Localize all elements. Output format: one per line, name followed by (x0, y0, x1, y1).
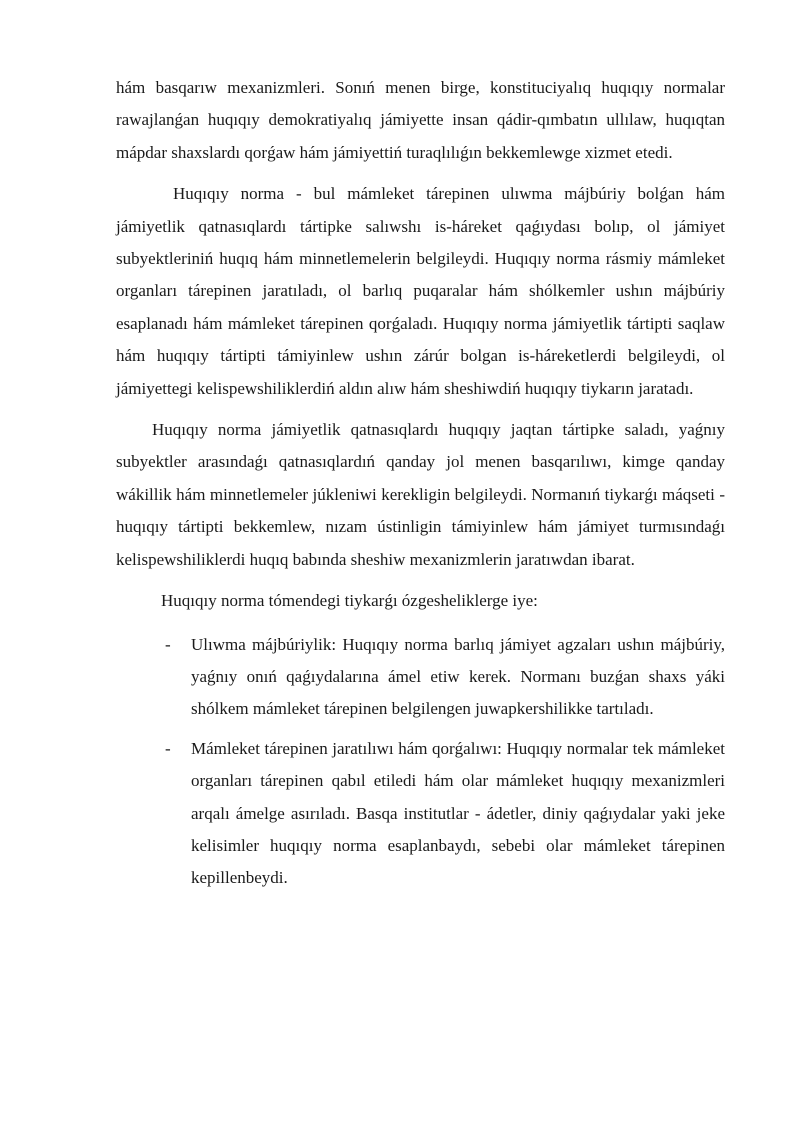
paragraph-norm-definition: Huqıqıy norma - bul mámleket tárepinen ulıwma májbúriy bolǵan hám jámiyetlik qatnasıqlardı tártipke salıwshı is-háreket qaǵıydası bolıp, ol jámiyet subyektleriniń huqıq hám minnetlemelerin belgileydi. Huqıqıy norma rásmiy mámleket organları tárepinen jaratıladı, ol barlıq puqaralar hám shólkemler ushın májbúriy esaplanadı hám mámleket tárepinen qorǵaladı. Huqıqıy norma jámiyetlik tártipti saqlaw hám huqıqıy tártipti támiyinlew ushın zárúr bolgan is-háreketlerdi belgileydi, ol jámiyettegi kelispewshiliklerdiń aldın alıw hám sheshiwdiń huqıqıy tiykarın jaratadı. (116, 184, 725, 398)
list-item-text: Ulıwma májbúriylik: Huqıqıy norma barlıq jámiyet agzaları ushın májbúriy, yaǵnıy onıń qaǵıydalarına ámel etiw kerek. Normanı buzǵan shaxs yáki shólkem mámleket tárepinen belgilengen juwapkershilikke tartıladı. (191, 634, 725, 719)
features-list (116, 629, 725, 895)
list-marker: - (165, 738, 171, 758)
paragraph-features-intro: Huqıqıy norma tómendegi tiykarǵı ózgesheliklerge iye: (161, 591, 538, 611)
list-item (116, 629, 725, 726)
list-marker: - (165, 634, 171, 654)
document-page (116, 72, 725, 902)
list-item-text: Mámleket tárepinen jaratılıwı hám qorǵalıwı: Huqıqıy normalar tek mámleket organları tárepinen qabıl etiledi hám olar mámleket huqıqıy mexanizmleri arqalı ámelge asırıladı. Basqa institutlar - ádetler, diniy qaǵıydalar yaki jeke kelisimler huqıqıy norma esaplanbaydı, sebebi olar mámleket tárepinen kepillenbeydi. (191, 738, 725, 888)
list-item (116, 733, 725, 895)
paragraph-norm-purpose: Huqıqıy norma jámiyetlik qatnasıqlardı huqıqıy jaqtan tártipke saladı, yaǵnıy subyektler arasındaǵı qatnasıqlardıń qanday jol menen basqarılıwı, kimge qanday wákillik hám minnetlemeler júkleniwi kerekligin belgileydi. Normanıń tiykarǵı máqseti - huqıqıy tártipti bekkemlew, nızam ústinligin támiyinlew hám jámiyet turmısındaǵı kelispewshiliklerdi huqıq babında sheshiw mexanizmlerin jaratıwdan ibarat. (116, 420, 725, 569)
paragraph-continuation: hám basqarıw mexanizmleri. Sonıń menen birge, konstituciyalıq huqıqıy normalar rawajlanǵan huqıqıy demokratiyalıq jámiyette insan qádir-qımbatın ullılaw, huqıqtan mápdar shaxslardı qorǵaw hám jámiyettiń turaqlılıǵın bekkemlewge xizmet etedi. (116, 78, 725, 162)
